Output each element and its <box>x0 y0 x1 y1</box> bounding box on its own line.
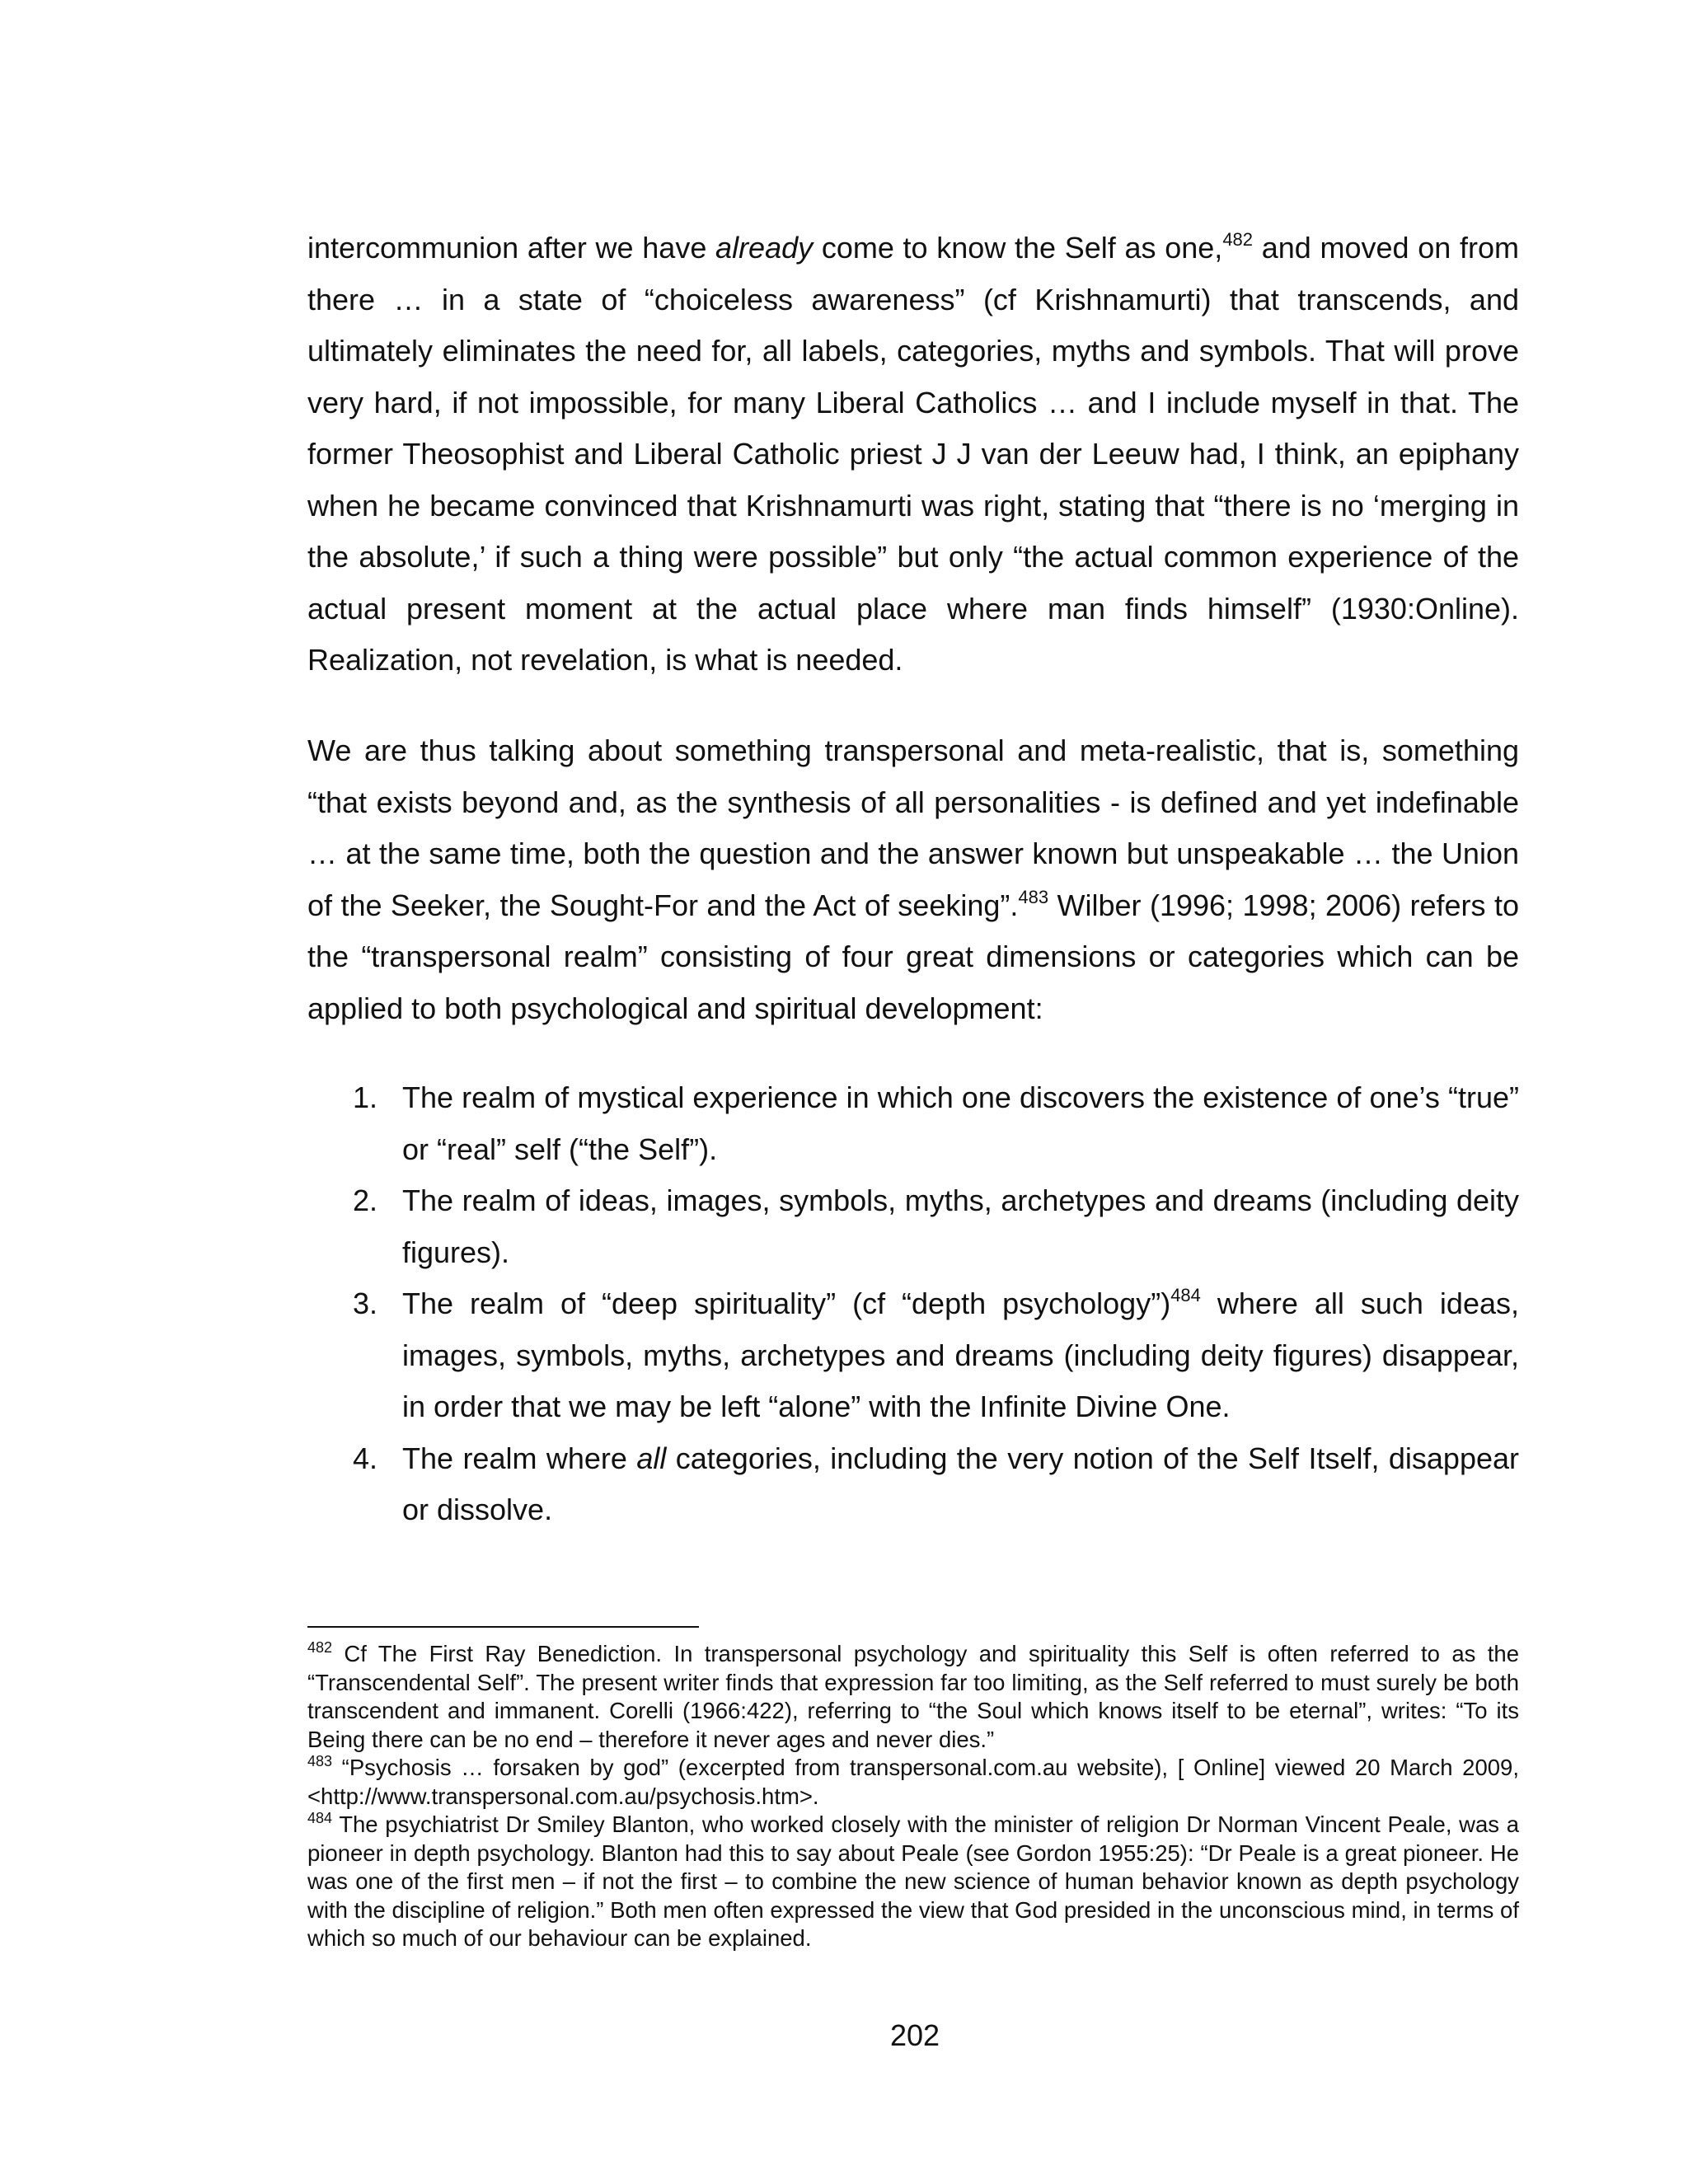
list-item-text <box>402 1278 1519 1433</box>
footnote-reference: 483 <box>1018 886 1049 907</box>
paragraph-text: We are thus talking about something transpersonal and meta-realistic, that is, something “that exists beyond and, as the synthesis of all personalities - is defined and yet indefinable … at the same time, both the question and the answer known but unspeakable … the Union of the Seeker, the Sought-For and the Act of seeking”. <box>307 733 1519 922</box>
paragraph-text: Wilber (1996; 1998; 2006) refers to the “transpersonal realm” consisting of four great dimensions or categories which can be applied to both psychological and spiritual development: <box>307 888 1519 1025</box>
footnote-number: 483 <box>307 1753 333 1769</box>
footnote <box>307 1754 1519 1811</box>
body-paragraph <box>307 725 1519 1034</box>
body-paragraph <box>307 223 1519 687</box>
list-item <box>307 1278 1519 1433</box>
footnote <box>307 1640 1519 1754</box>
realms-list <box>307 1072 1519 1536</box>
list-number: 2. <box>352 1183 377 1217</box>
footnote-number: 484 <box>307 1810 333 1826</box>
footnote-reference: 484 <box>1170 1285 1201 1305</box>
list-item <box>307 1175 1519 1278</box>
paragraph-text: The realm of mystical experience in which one discovers the existence of one’s “true” or “real” self (“the Self”). <box>402 1080 1519 1166</box>
list-number: 4. <box>352 1441 377 1475</box>
footnote <box>307 1811 1519 1953</box>
paragraph-text: The realm where <box>402 1441 637 1475</box>
page-number: 202 <box>889 2018 940 2052</box>
list-item-text <box>402 1433 1519 1536</box>
paragraph-text: come to know the Self as one, <box>813 231 1223 265</box>
footnote-reference: 482 <box>1222 229 1254 250</box>
paragraph-text: intercommunion after we have <box>307 231 716 265</box>
paragraph-text: The realm of ideas, images, symbols, myths, archetypes and dreams (including deity figures). <box>402 1183 1519 1269</box>
paragraph-text: and moved on from there … in a state of “choiceless awareness” (cf Krishnamurti) that transcends, and ultimately eliminates the need for, all labels, categories, myths and symbols. That will prove very hard, if not impossible, for many Liberal Catholics … and I include myself in that. The former Theosophist and Liberal Catholic priest J J van der Leeuw had, I think, an epiphany when he became convinced that Krishnamurti was right, stating that “there is no ‘merging in the absolute,’ if such a thing were possible” but only “the actual common experience of the actual present moment at the actual place where man finds himself” (1930:Online). Realization, not revelation, is what is needed. <box>307 231 1519 677</box>
footnote-number: 482 <box>307 1639 333 1656</box>
list-number: 1. <box>352 1080 377 1114</box>
footnote-separator <box>307 1626 699 1628</box>
list-number: 3. <box>352 1286 377 1320</box>
list-item-text <box>402 1072 1519 1175</box>
list-item <box>307 1433 1519 1536</box>
list-item-text <box>402 1175 1519 1278</box>
footnote-text: Cf The First Ray Benediction. In transpersonal psychology and spirituality this Self is often referred to as the “Transcendental Self”. The present writer finds that expression far too limiting, as the Self referred to must surely be both transcendent and immanent. Corelli (1966:422), referring to “the Soul which knows itself to be eternal”, writes: “To its Being there can be no end – therefore it never ages and never dies.” <box>307 1641 1519 1752</box>
list-item <box>307 1072 1519 1175</box>
footnote-text: The psychiatrist Dr Smiley Blanton, who worked closely with the minister of religion Dr Norman Vincent Peale, was a pioneer in depth psychology. Blanton had this to say about Peale (see Gordon 1955:25): “Dr Peale is a great pioneer. He was one of the first men – if not the first – to combine the new science of human behavior known as depth psychology with the discipline of religion.” Both men often expressed the view that God presided in the unconscious mind, in terms of which so much of our behaviour can be explained. <box>307 1811 1519 1951</box>
emphasis-text: all <box>636 1441 667 1475</box>
paragraph-text: categories, including the very notion of the Self Itself, disappear or dissolve. <box>402 1441 1520 1526</box>
paragraph-text: where all such ideas, images, symbols, myths, archetypes and dreams (including deity figures) disappear, in order that we may be left “alone” with the Infinite Divine One. <box>402 1286 1519 1423</box>
emphasis-text: already <box>715 231 814 265</box>
footnote-text: “Psychosis … forsaken by god” (excerpted from transpersonal.com.au website), [ Online] viewed 20 March 2009, <http://www.transpersonal.com.au/psychosis.htm>. <box>307 1755 1519 1809</box>
footnotes-section <box>307 1640 1519 1953</box>
paragraph-text: The realm of “deep spirituality” (cf “depth psychology”) <box>402 1286 1171 1320</box>
